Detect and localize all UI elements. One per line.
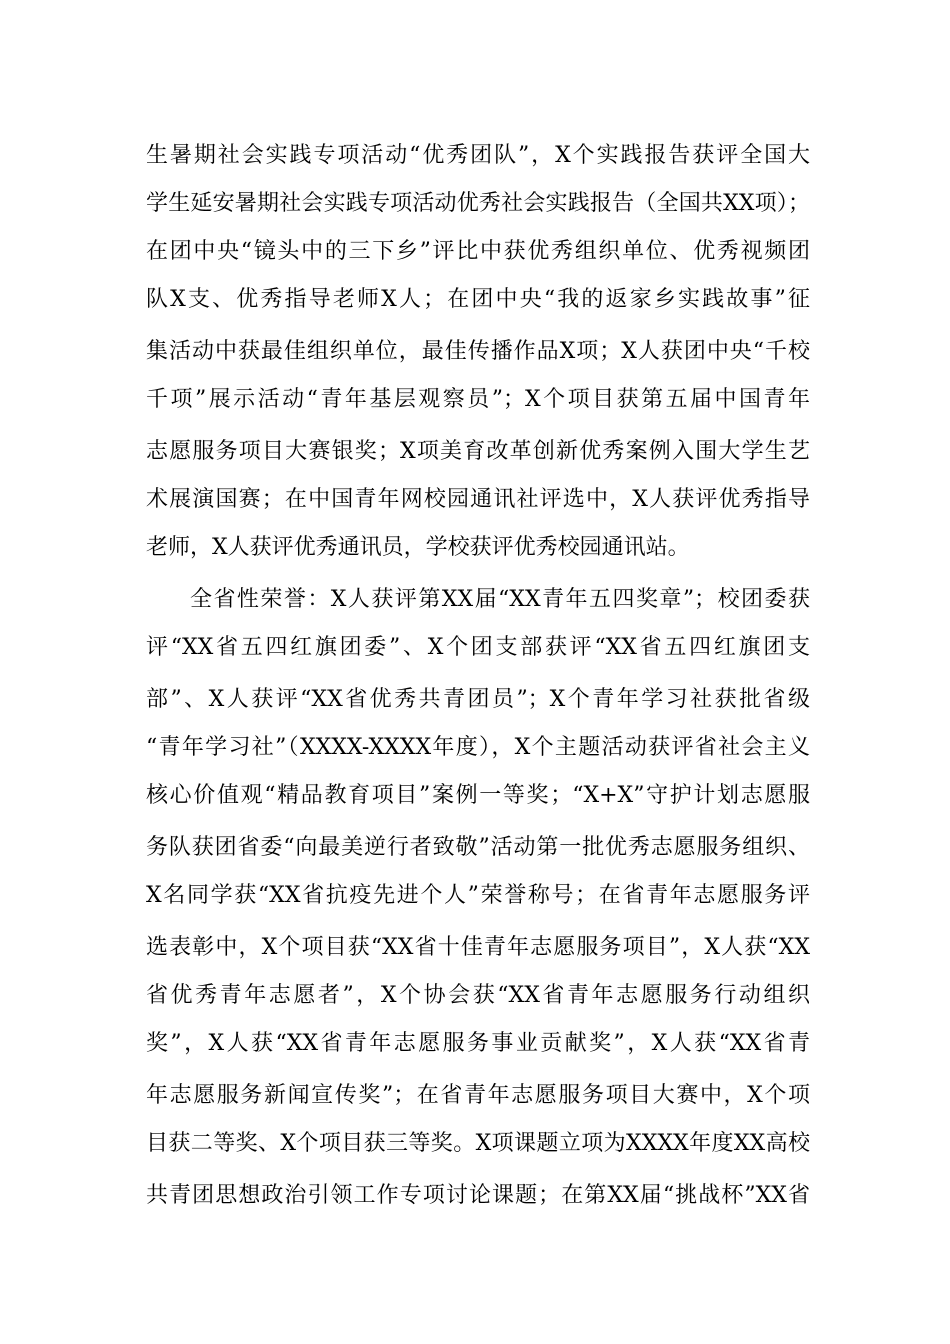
text-line: 志愿服务项目大赛银奖；X项美育改革创新优秀案例入围大学生艺	[146, 439, 810, 464]
text-line: 选表彰中，X个项目获“XX省十佳青年志愿服务项目”，X人获“XX	[146, 935, 810, 960]
text-line: “青年学习社”（XXXX-XXXX年度），X个主题活动获评省社会主义	[146, 735, 810, 760]
text-line: 省优秀青年志愿者”，X个协会获“XX省青年志愿服务行动组织	[146, 983, 810, 1008]
text-line: 年志愿服务新闻宣传奖”；在省青年志愿服务项目大赛中，X个项	[146, 1083, 810, 1108]
text-line: 老师，X人获评优秀通讯员，学校获评优秀校园通讯站。	[146, 535, 690, 560]
text-line: 务队获团省委“向最美逆行者致敬”活动第一批优秀志愿服务组织、	[146, 835, 810, 860]
text-line: 核心价值观“精品教育项目”案例一等奖；“X+X”守护计划志愿服	[146, 783, 810, 808]
text-line: 全省性荣誉：X人获评第XX届“XX青年五四奖章”；校团委获	[190, 587, 810, 612]
text-line: 评“XX省五四红旗团委”、X个团支部获评“XX省五四红旗团支	[146, 635, 810, 660]
text-line: 共青团思想政治引领工作专项讨论课题；在第XX届“挑战杯”XX省	[146, 1183, 810, 1208]
text-line: 在团中央“镜头中的三下乡”评比中获优秀组织单位、优秀视频团	[146, 239, 810, 264]
text-line: 学生延安暑期社会实践专项活动优秀社会实践报告（全国共XX项）；	[146, 191, 810, 216]
text-line: 部”、X人获评“XX省优秀共青团员”；X个青年学习社获批省级	[146, 687, 810, 712]
text-line: 集活动中获最佳组织单位，最佳传播作品X项；X人获团中央“千校	[146, 339, 810, 364]
text-line: 奖”，X人获“XX省青年志愿服务事业贡献奖”，X人获“XX省青	[146, 1031, 810, 1056]
text-line: 术展演国赛；在中国青年网校园通讯社评选中，X人获评优秀指导	[146, 487, 810, 512]
text-line: X名同学获“XX省抗疫先进个人”荣誉称号；在省青年志愿服务评	[146, 883, 810, 908]
text-line: 千项”展示活动“青年基层观察员”；X个项目获第五届中国青年	[146, 387, 810, 412]
text-line: 队X支、优秀指导老师X人；在团中央“我的返家乡实践故事”征	[146, 287, 810, 312]
text-line: 目获二等奖、X个项目获三等奖。X项课题立项为XXXX年度XX高校	[146, 1131, 810, 1156]
text-line: 生暑期社会实践专项活动“优秀团队”，X个实践报告获评全国大	[146, 143, 810, 168]
